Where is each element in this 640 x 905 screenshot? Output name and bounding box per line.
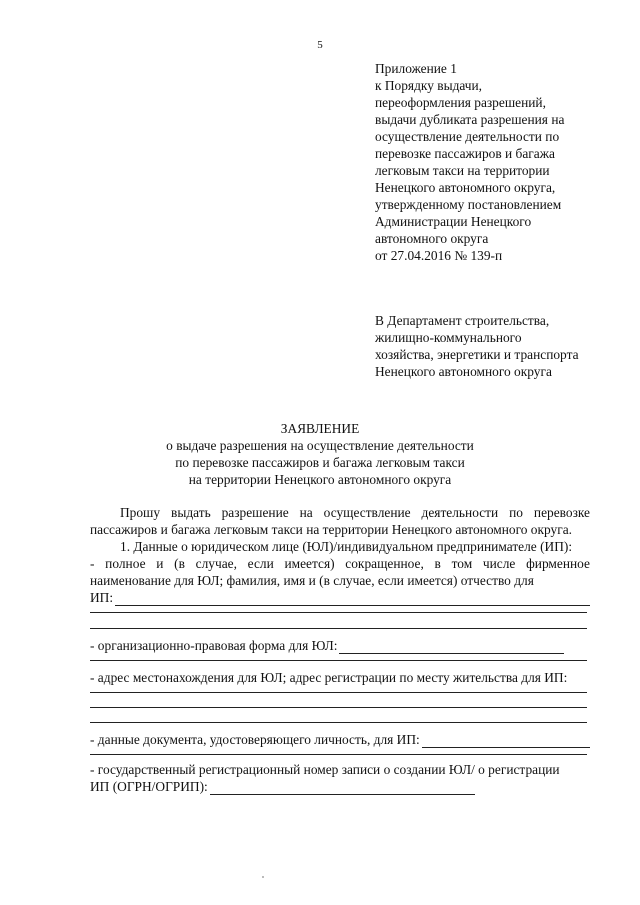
org-form-label: - организационно-правовая форма для ЮЛ: (90, 638, 338, 653)
identity-doc-input-line[interactable] (422, 735, 590, 748)
ogrn-field-description: - государственный регистрационный номер записи о создании ЮЛ/ о регистрации (90, 762, 560, 777)
name-field-label: ИП: (90, 590, 114, 605)
ogrn-field-label: ИП (ОГРН/ОГРИП): (90, 779, 208, 794)
addressee-line: Ненецкого автономного округа (375, 364, 552, 379)
document-title: ЗАЯВЛЕНИЕ (280, 421, 360, 436)
appendix-line: Ненецкого автономного округа, (375, 180, 556, 195)
appendix-block (375, 60, 615, 264)
appendix-line: перевозке пассажиров и багажа (375, 146, 555, 161)
name-field (90, 589, 590, 606)
ogrn-input-line[interactable] (210, 782, 475, 795)
appendix-line: осуществление деятельности по (375, 129, 560, 144)
document-subtitle: по перевозке пассажиров и багажа легковым такси (175, 455, 465, 470)
addressee-line: жилищно-коммунального (375, 330, 522, 345)
appendix-line: легковым такси на территории (375, 163, 550, 178)
document-heading (0, 420, 640, 488)
scan-speck (262, 876, 264, 878)
org-form-input-line[interactable] (339, 641, 564, 654)
appendix-line: автономного округа (375, 231, 489, 246)
name-input-line[interactable] (115, 593, 590, 606)
ogrn-field (90, 778, 590, 795)
form-body (90, 504, 590, 795)
addressee-block (375, 312, 625, 380)
addressee-line: В Департамент строительства, (375, 313, 550, 328)
name-field-description: - полное и (в случае, если имеется) сокращенное, в том числе фирменное наименование для ЮЛ; фамилия, имя и (в случае, если имеется) отчество для (90, 556, 590, 588)
appendix-line: к Порядку выдачи, (375, 78, 483, 93)
request-paragraph: Прошу выдать разрешение на осуществление деятельности по перевозке пассажиров и багажа легковым такси на территории Ненецкого автономного округа. (90, 505, 590, 537)
appendix-line: утвержденному постановлением (375, 197, 562, 212)
addressee-line: хозяйства, энергетики и транспорта (375, 347, 579, 362)
appendix-line: переоформления разрешений, (375, 95, 546, 110)
document-subtitle: на территории Ненецкого автономного округа (188, 472, 452, 487)
page-number: 5 (317, 39, 323, 51)
section-1-heading: 1. Данные о юридическом лице (ЮЛ)/индивидуальном предпринимателе (ИП): (120, 539, 573, 554)
address-label: - адрес местонахождения для ЮЛ; адрес регистрации по месту жительства для ИП: (90, 670, 568, 685)
appendix-line: Приложение 1 (375, 61, 457, 76)
appendix-line: от 27.04.2016 № 139-п (375, 248, 503, 263)
appendix-line: Администрации Ненецкого (375, 214, 532, 229)
appendix-line: выдачи дубликата разрешения на (375, 112, 565, 127)
identity-doc-label: - данные документа, удостоверяющего личность, для ИП: (90, 732, 420, 747)
document-subtitle: о выдаче разрешения на осуществление деятельности (166, 438, 474, 453)
address-field (90, 669, 590, 686)
org-form-field (90, 637, 590, 654)
identity-doc-field (90, 731, 590, 748)
